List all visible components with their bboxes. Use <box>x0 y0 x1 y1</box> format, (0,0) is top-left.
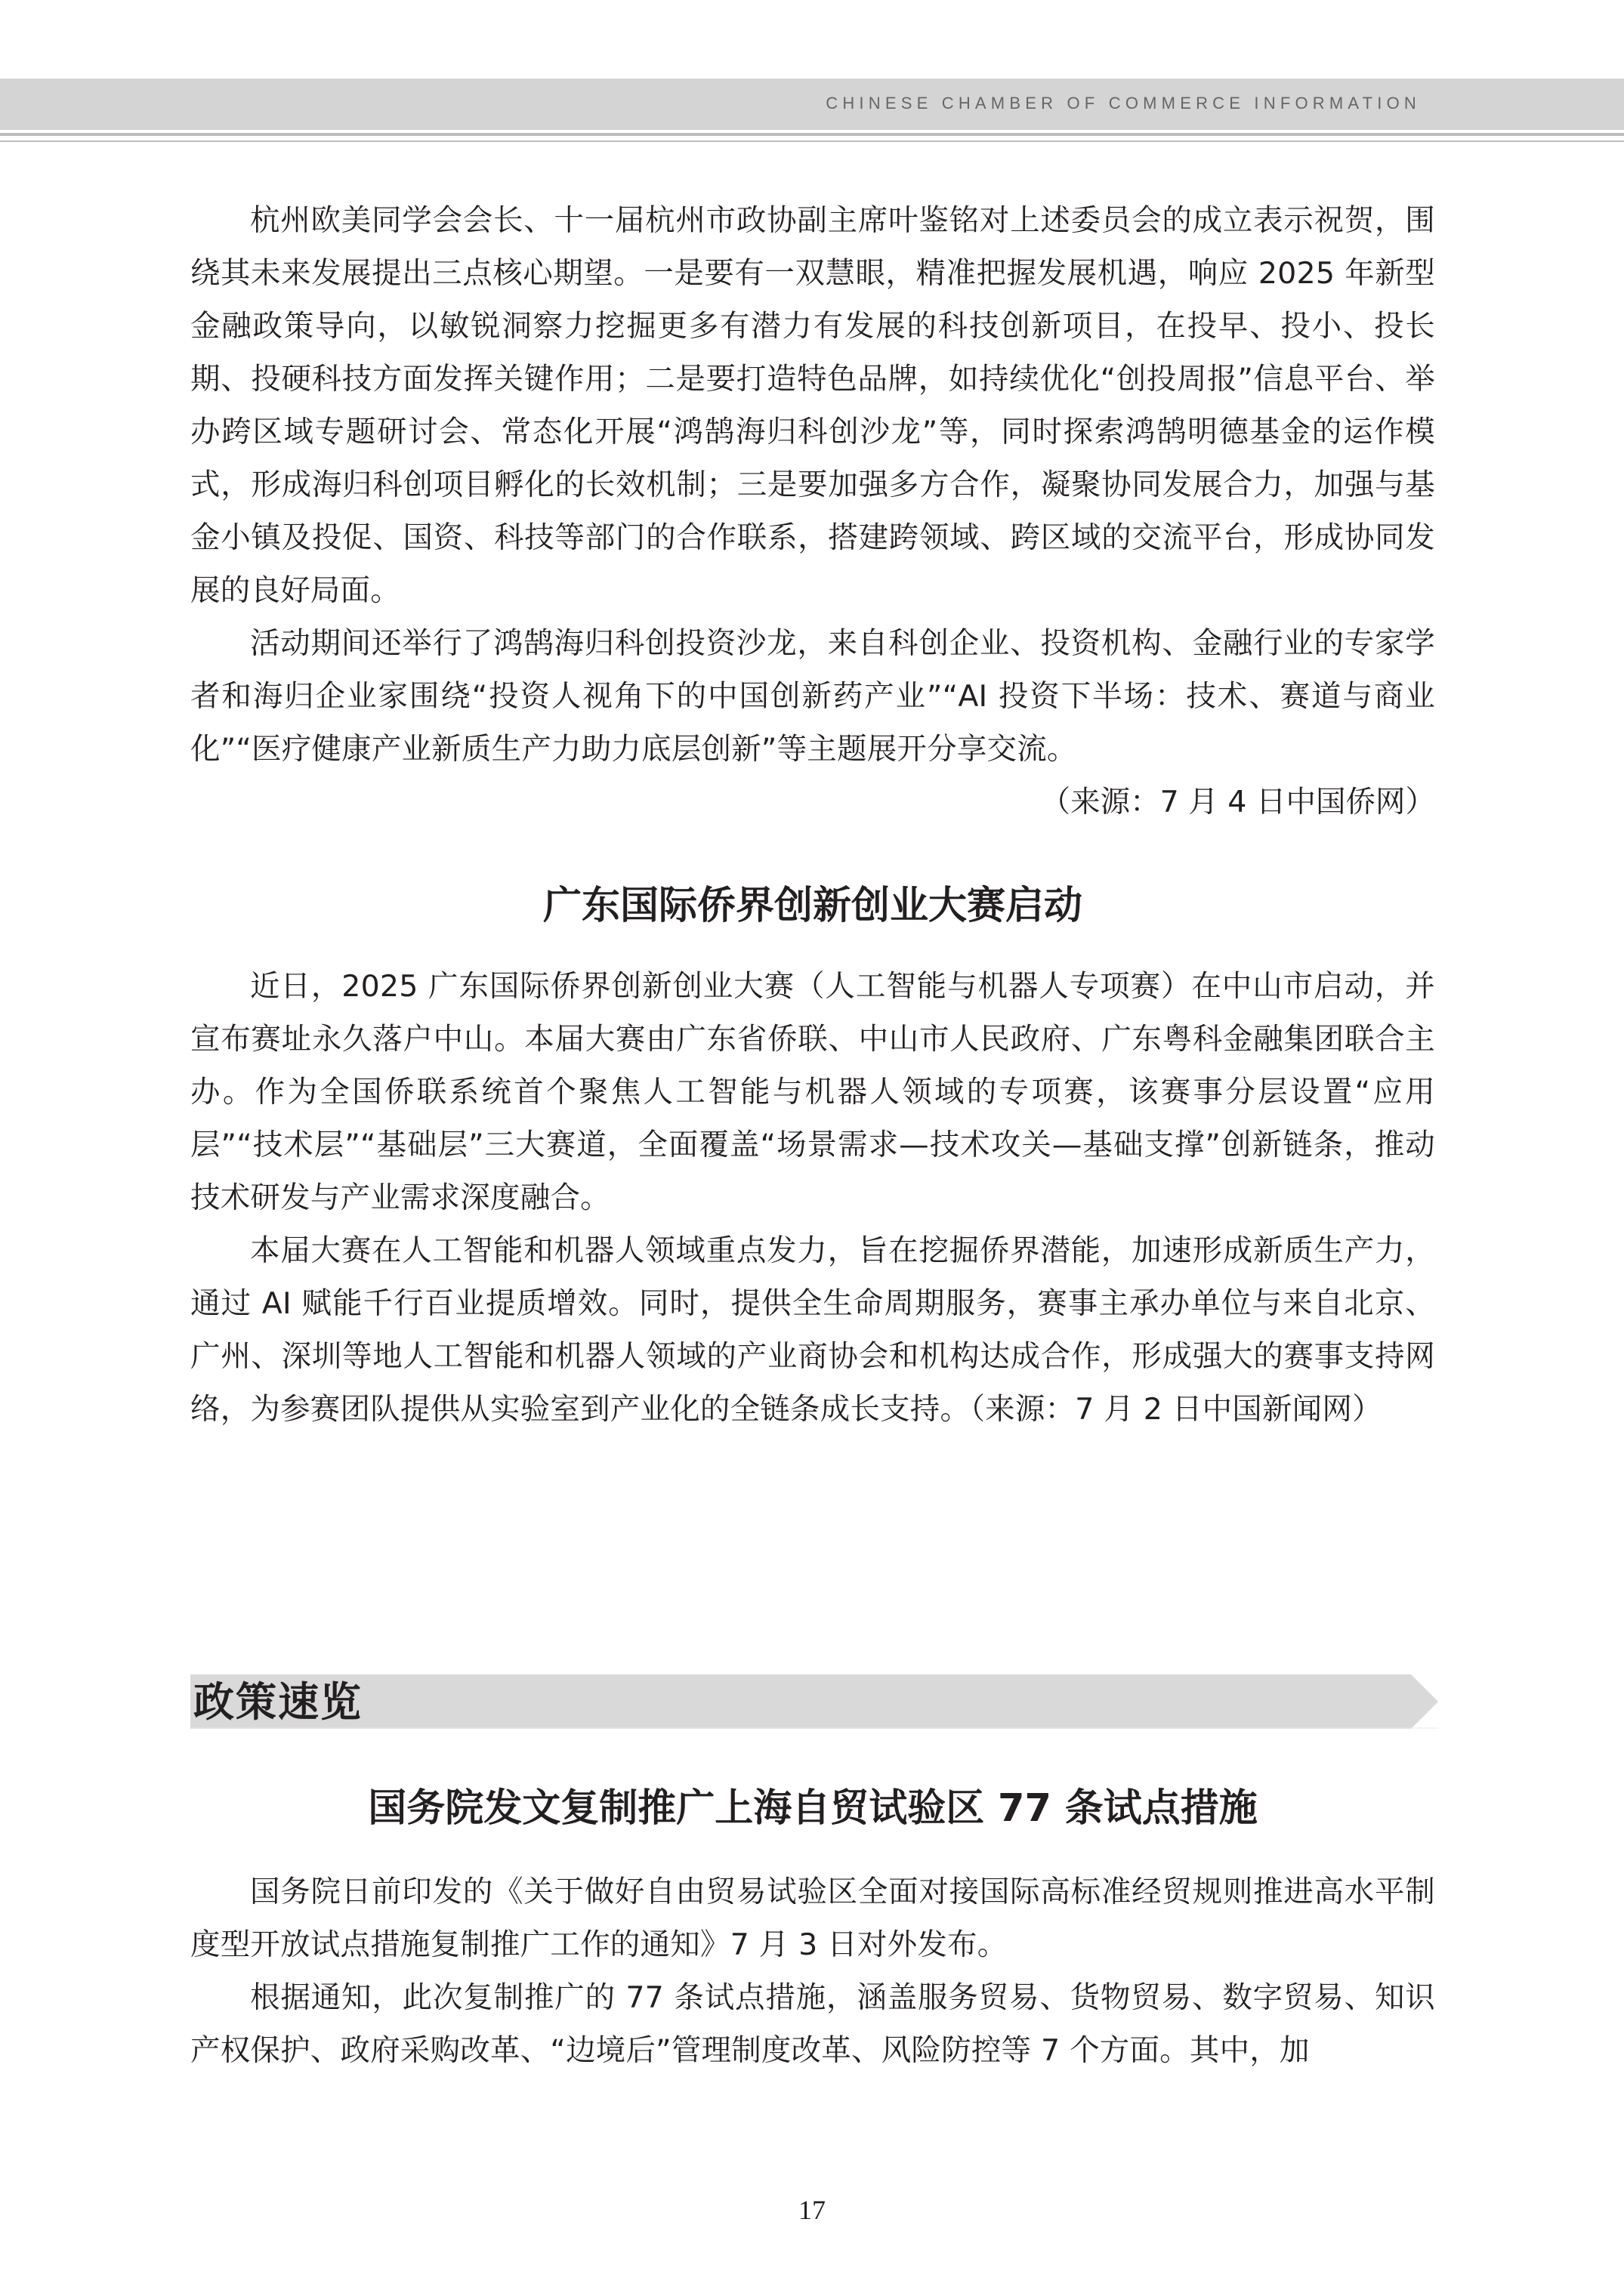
article3-paragraph: 根据通知，此次复制推广的 77 条试点措施，涵盖服务贸易、货物贸易、数字贸易、知识产权保护、政府采购改革、“边境后”管理制度改革、风险防控等 7 个方面。其中，加 <box>190 1980 1435 2068</box>
article2-paragraph: 近日，2025 广东国际侨界创新创业大赛（人工智能与机器人专项赛）在中山市启动，并宣布赛址永久落户中山。本届大赛由广东省侨联、中山市人民政府、广东粤科金融集团联合主办。作为全国侨联系统首个聚焦人工智能与机器人领域的专项赛，该赛事分层设置“应用层”“技术层”“基础层”三大赛道，全面覆盖“场景需求—技术攻关—基础支撑”创新链条，推动技术研发与产业需求深度融合。 <box>190 969 1435 1215</box>
article2-title: 广东国际侨界创新创业大赛启动 <box>542 884 1082 928</box>
spacer <box>190 829 1435 880</box>
running-header-title: CHINESE CHAMBER OF COMMERCE INFORMATION <box>826 94 1421 113</box>
header-rule-thin <box>0 140 1624 142</box>
section-bar <box>190 1674 1438 1729</box>
article3-paragraph: 国务院日前印发的《关于做好自由贸易试验区全面对接国际高标准经贸规则推进高水平制度型开放试点措施复制推广工作的通知》7 月 3 日对外发布。 <box>190 1875 1435 1962</box>
article1-source: （来源：7 月 4 日中国侨网） <box>1040 785 1435 819</box>
article3-content <box>190 1782 1435 2077</box>
spacer <box>190 1835 1435 1866</box>
article2-paragraph: 本届大赛在人工智能和机器人领域重点发力，旨在挖掘侨界潜能，加速形成新质生产力，通过 AI 赋能千行百业提质增效。同时，提供全生命周期服务，赛事主承办单位与来自北京、广州、深圳等地人工智能和机器人领域的产业商协会和机构达成合作，形成强大的赛事支持网络，为参赛团队提供从实验室到产业化的全链条成长支持。（来源：7 月 2 日中国新闻网） <box>190 1233 1435 1427</box>
article3-title: 国务院发文复制推广上海自贸试验区 77 条试点措施 <box>368 1786 1258 1831</box>
page-content <box>190 194 1435 1436</box>
section-label: 政策速览 <box>193 1677 363 1726</box>
spacer <box>190 933 1435 960</box>
article1-paragraph: 活动期间还举行了鸿鹄海归科创投资沙龙，来自科创企业、投资机构、金融行业的专家学者和海归企业家围绕“投资人视角下的中国创新药产业”“AI 投资下半场：技术、赛道与商业化”“医疗健康产业新质生产力助力底层创新”等主题展开分享交流。 <box>190 626 1435 767</box>
header-rule <box>0 133 1624 136</box>
article1-paragraph: 杭州欧美同学会会长、十一届杭州市政协副主席叶鉴铭对上述委员会的成立表示祝贺，围绕其未来发展提出三点核心期望。一是要有一双慧眼，精准把握发展机遇，响应 2025 年新型金融政策导向，以敏锐洞察力挖掘更多有潜力有发展的科技创新项目，在投早、投小、投长期、投硬科技方面发挥关键作用；二是要打造特色品牌，如持续优化“创投周报”信息平台、举办跨区域专题研讨会、常态化开展“鸿鹄海归科创沙龙”等，同时探索鸿鹄明德基金的运作模式，形成海归科创项目孵化的长效机制；三是要加强多方合作，凝聚协同发展合力，加强与基金小镇及投促、国资、科技等部门的合作联系，搭建跨领域、跨区域的交流平台，形成协同发展的良好局面。 <box>190 203 1435 608</box>
page-number: 17 <box>798 2195 826 2225</box>
section-bar-shape <box>190 1674 1438 1729</box>
